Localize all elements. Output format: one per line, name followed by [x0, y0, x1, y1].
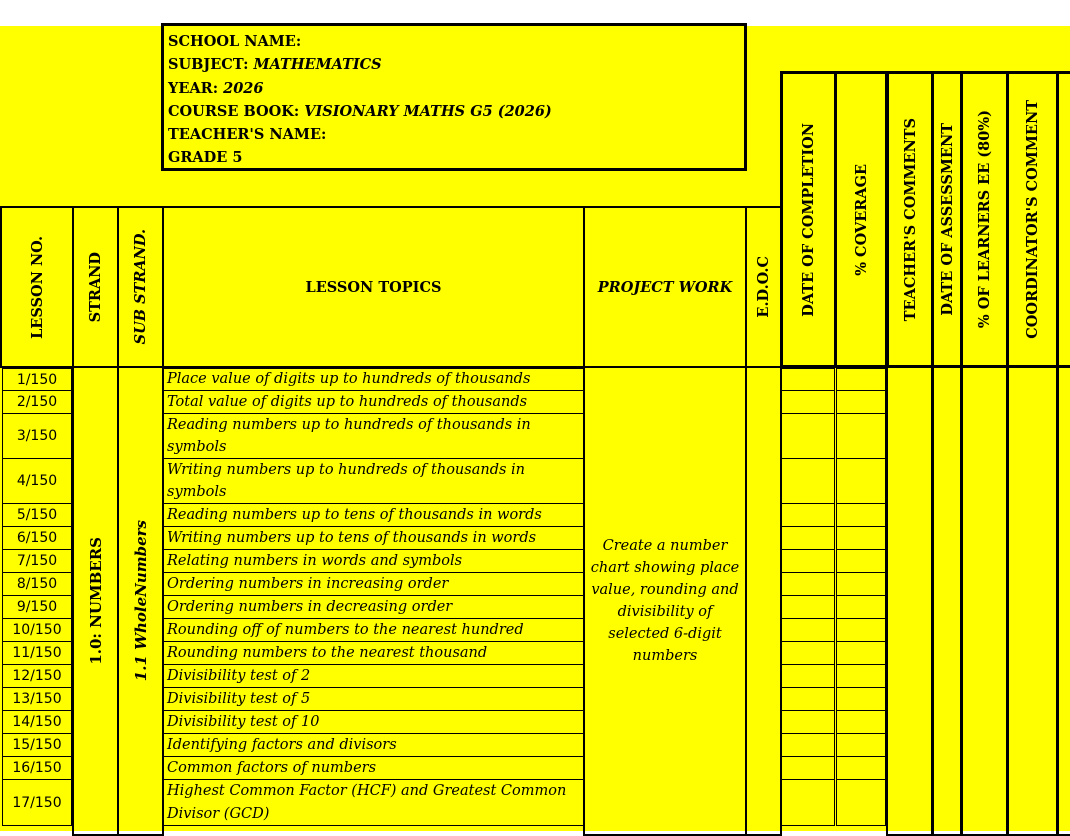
- lesson-topic-cell: [163, 618, 584, 642]
- lesson-no-cell: [2, 595, 72, 619]
- date-completion-cell: [781, 458, 835, 504]
- lesson-no-cell-text: 15/150: [12, 737, 62, 753]
- col-header-project-work: PROJECT WORK: [583, 206, 747, 368]
- lesson-topic-cell-text: Ordering numbers in increasing order: [167, 575, 449, 592]
- col-header-teacher-comments: TEACHER'S COMMENTS: [886, 71, 934, 368]
- lesson-topic-cell-text: Ordering numbers in decreasing order: [167, 598, 453, 615]
- col-header-strand: STRAND: [72, 206, 119, 368]
- lesson-no-cell-text: 10/150: [12, 622, 62, 638]
- lesson-no-cell: [2, 618, 72, 642]
- date-completion-cell: [781, 641, 835, 665]
- lesson-no-cell-text: 13/150: [12, 691, 62, 707]
- date-completion-cell: [781, 368, 835, 391]
- lesson-topic-cell: [163, 526, 584, 550]
- col-header-edoc: E.D.O.C: [745, 206, 782, 368]
- date-completion-cell: [781, 390, 835, 414]
- coverage-cell: [836, 368, 886, 391]
- date-completion-cell: [781, 710, 835, 734]
- school-name-line: SCHOOL NAME:: [168, 33, 302, 50]
- coverage-cell: [836, 664, 886, 688]
- lesson-topic-cell: [163, 779, 584, 826]
- coordinator-comment-cell: [1006, 366, 1059, 836]
- lesson-topic-cell: [163, 503, 584, 527]
- col-header-coverage: % COVERAGE: [834, 71, 888, 368]
- project-work-cell: Create a number chart showing place value, rounding and divisibility of selected 6-digit numbers: [583, 366, 747, 836]
- teacher-comments-cell: [886, 366, 934, 836]
- strand-cell: 1.0: NUMBERS: [72, 366, 119, 836]
- coverage-cell: [836, 733, 886, 757]
- lesson-no-cell: [2, 733, 72, 757]
- lesson-no-cell: [2, 572, 72, 596]
- lesson-no-cell-text: 4/150: [16, 473, 58, 489]
- coverage-cell: [836, 595, 886, 619]
- coverage-cell: [836, 390, 886, 414]
- coverage-cell: [836, 503, 886, 527]
- edoc-cell: [745, 366, 782, 836]
- col-header-lesson-no: LESSON NO.: [0, 206, 74, 368]
- sub-strand-cell: 1.1 WholeNumbers: [117, 366, 164, 836]
- col-header-sub-strand: SUB STRAND.: [117, 206, 164, 368]
- coverage-cell: [836, 687, 886, 711]
- lesson-topic-cell-text: Divisibility test of 10: [167, 713, 320, 730]
- lesson-no-cell-text: 5/150: [16, 507, 58, 523]
- date-completion-cell: [781, 618, 835, 642]
- col-header-date-assessment: DATE OF ASSESSMENT: [931, 71, 963, 368]
- lesson-topic-cell-text: Reading numbers up to tens of thousands in words: [167, 506, 542, 523]
- coverage-cell: [836, 413, 886, 459]
- lesson-no-cell: [2, 413, 72, 459]
- lesson-no-cell: [2, 687, 72, 711]
- lesson-topic-cell-text: Writing numbers up to hundreds of thousands in symbols: [167, 461, 525, 500]
- grade-line: GRADE 5: [168, 149, 243, 167]
- course-book-line: COURSE BOOK: VISIONARY MATHS G5 (2026): [168, 102, 552, 120]
- lesson-topic-cell-text: Common factors of numbers: [167, 759, 377, 776]
- coverage-cell: [836, 779, 886, 826]
- date-completion-cell: [781, 503, 835, 527]
- date-completion-cell: [781, 756, 835, 780]
- lesson-no-cell: [2, 458, 72, 504]
- lesson-no-cell: [2, 390, 72, 414]
- lesson-topic-cell: [163, 572, 584, 596]
- date-completion-cell: [781, 779, 835, 826]
- col-header-extra: [1056, 71, 1070, 368]
- lesson-topic-cell: [163, 368, 584, 391]
- lesson-topic-cell-text: Relating numbers in words and symbols: [167, 552, 463, 569]
- lesson-no-cell: [2, 664, 72, 688]
- lesson-topic-cell-text: Divisibility test of 2: [167, 667, 311, 684]
- lesson-no-cell: [2, 368, 72, 391]
- lesson-topic-cell: [163, 710, 584, 734]
- teacher-name-line: TEACHER'S NAME:: [168, 126, 327, 144]
- coverage-cell: [836, 526, 886, 550]
- extra-cell: [1056, 366, 1070, 836]
- lesson-no-cell-text: 7/150: [16, 553, 58, 569]
- lesson-topic-cell: [163, 413, 584, 459]
- subject-line: SUBJECT: MATHEMATICS: [168, 56, 382, 74]
- lesson-no-cell-text: 14/150: [12, 714, 62, 730]
- lesson-no-cell-text: 3/150: [16, 428, 58, 444]
- date-completion-cell: [781, 664, 835, 688]
- lesson-no-cell: [2, 526, 72, 550]
- lesson-topic-cell-text: Writing numbers up to tens of thousands in words: [167, 529, 537, 546]
- lesson-topic-cell-text: Total value of digits up to hundreds of thousands: [167, 393, 528, 410]
- lesson-no-cell-text: 17/150: [12, 794, 62, 811]
- lesson-topic-cell-text: Divisibility test of 5: [167, 690, 311, 707]
- lesson-no-cell: [2, 503, 72, 527]
- lesson-no-cell-text: 9/150: [16, 599, 58, 615]
- lesson-no-cell-text: 1/150: [16, 371, 58, 388]
- lesson-topic-cell-text: Highest Common Factor (HCF) and Greatest Common Divisor (GCD): [167, 783, 567, 822]
- header-info-box: [161, 23, 747, 171]
- lesson-topic-cell-text: Place value of digits up to hundreds of thousands: [167, 371, 531, 388]
- lesson-topic-cell-text: Identifying factors and divisors: [167, 736, 397, 753]
- lesson-topic-cell-text: Reading numbers up to hundreds of thousands in symbols: [167, 416, 531, 455]
- lesson-topic-cell: [163, 733, 584, 757]
- date-completion-cell: [781, 595, 835, 619]
- date-completion-cell: [781, 526, 835, 550]
- date-completion-cell: [781, 572, 835, 596]
- lesson-topic-cell: [163, 687, 584, 711]
- col-header-date-completion: DATE OF COMPLETION: [780, 71, 837, 368]
- lesson-no-cell-text: 11/150: [12, 645, 62, 661]
- lesson-topic-cell: [163, 641, 584, 665]
- date-assessment-cell: [931, 366, 963, 836]
- lesson-no-cell-text: 6/150: [16, 530, 58, 546]
- col-header-learners-ee: % OF LEARNERS EE (80%): [960, 71, 1009, 368]
- date-completion-cell: [781, 413, 835, 459]
- col-header-coordinator-comment: COORDINATOR'S COMMENT: [1006, 71, 1059, 368]
- coverage-cell: [836, 641, 886, 665]
- lesson-topic-cell-text: Rounding off of numbers to the nearest hundred: [167, 621, 524, 638]
- lesson-topic-cell-text: Rounding numbers to the nearest thousand: [167, 644, 488, 661]
- lesson-no-cell-text: 12/150: [12, 668, 62, 684]
- lesson-no-cell-text: 16/150: [12, 760, 62, 776]
- lesson-topic-cell: [163, 390, 584, 414]
- lesson-topic-cell: [163, 664, 584, 688]
- coverage-cell: [836, 458, 886, 504]
- col-header-lesson-topics: LESSON TOPICS: [162, 206, 585, 368]
- year-line: YEAR: 2026: [168, 79, 264, 97]
- lesson-no-cell: [2, 779, 72, 826]
- coverage-cell: [836, 618, 886, 642]
- lesson-no-cell: [2, 641, 72, 665]
- coverage-cell: [836, 756, 886, 780]
- coverage-cell: [836, 710, 886, 734]
- date-completion-cell: [781, 733, 835, 757]
- lesson-topic-cell: [163, 595, 584, 619]
- learners-ee-cell: [960, 366, 1009, 836]
- lesson-no-cell-text: 2/150: [16, 394, 58, 410]
- coverage-cell: [836, 572, 886, 596]
- lesson-topic-cell: [163, 549, 584, 573]
- lesson-topic-cell: [163, 756, 584, 780]
- lesson-no-cell: [2, 710, 72, 734]
- date-completion-cell: [781, 687, 835, 711]
- coverage-cell: [836, 549, 886, 573]
- lesson-no-cell-text: 8/150: [16, 576, 58, 592]
- lesson-no-cell: [2, 756, 72, 780]
- lesson-no-cell: [2, 549, 72, 573]
- lesson-topic-cell: [163, 458, 584, 504]
- date-completion-cell: [781, 549, 835, 573]
